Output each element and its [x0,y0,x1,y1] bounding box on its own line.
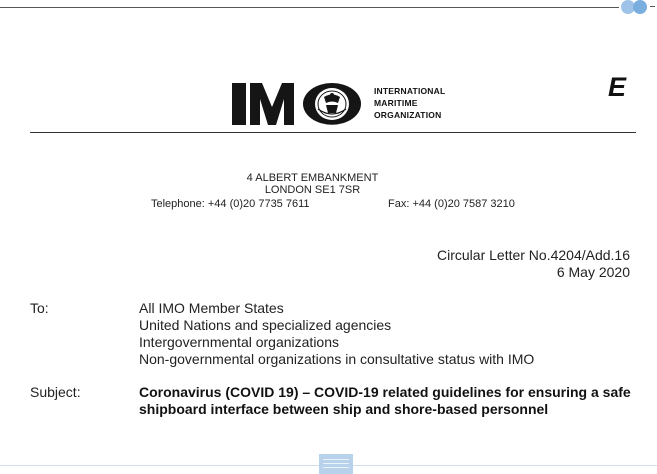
address-line-2: LONDON SE1 7SR [264,184,361,196]
subject-label: Subject: [30,384,81,400]
viewer-badge-icon [621,0,657,14]
org-name [374,85,445,121]
to-label: To: [30,300,49,316]
subject-text: Coronavirus (COVID 19) – COVID-19 related guidelines for ensuring a safe shipboard interface between ship and shore-based personnel [139,384,631,417]
header-divider [30,132,636,133]
circular-date: 6 May 2020 [556,264,630,280]
org-line-3: ORGANIZATION [374,110,442,120]
address-line-1: 4 ALBERT EMBANKMENT [246,172,379,184]
imo-logo [232,83,364,125]
recipient-item: Non-governmental organizations in consultative status with IMO [139,351,535,367]
recipient-item: Intergovernmental organizations [139,334,340,350]
circular-number: Circular Letter No.4204/Add.16 [437,247,630,263]
page-tab-icon[interactable] [319,454,353,474]
telephone: Telephone: +44 (0)20 7735 7611 [151,198,310,210]
top-rule [0,7,619,8]
org-line-2: MARITIME [374,98,418,108]
org-line-1: INTERNATIONAL [374,86,446,96]
language-mark: E [608,72,627,102]
recipient-item: All IMO Member States [139,300,284,316]
fax: Fax: +44 (0)20 7587 3210 [388,198,515,210]
recipient-item: United Nations and specialized agencies [139,317,392,333]
